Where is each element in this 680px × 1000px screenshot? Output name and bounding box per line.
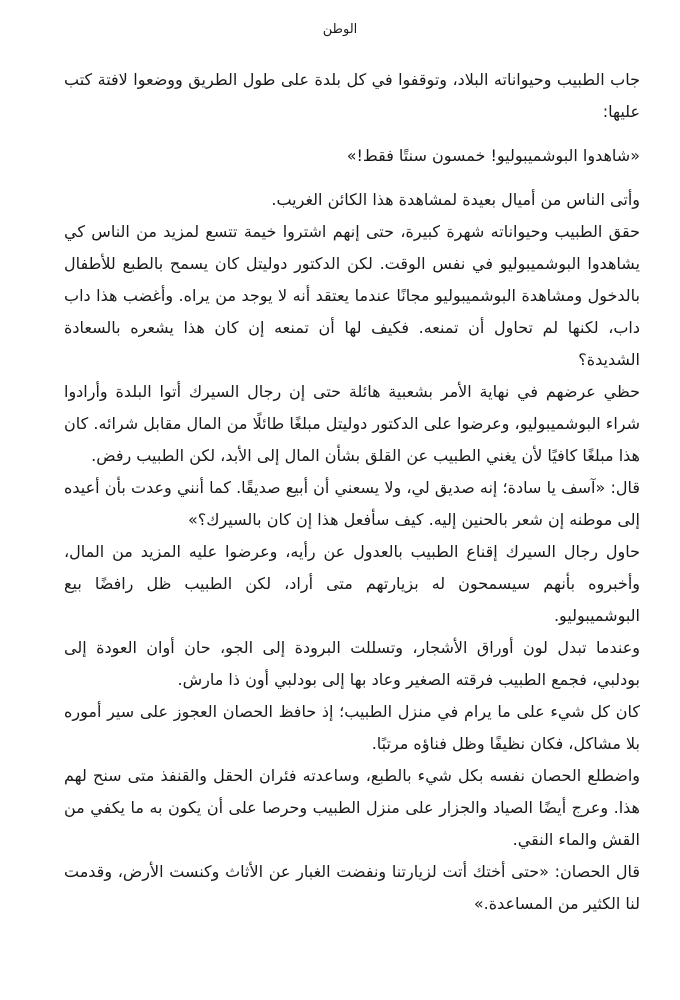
paragraph-4: حقق الطبيب وحيواناته شهرة كبيرة، حتى إنهم اشتروا خيمة تتسع لمزيد من الناس كي يشاهدوا البوشميبوليو في نفس الوقت. لكن الدكتور دوليتل كان يسمح بالطبع للأطفال بالدخول ومشاهدة البوشميبوليو مجانًا عندما يعتقد أنه لا يوجد من يراه. وأغضب هذا داب داب، لكنها لم تحاول أن تمنعه. فكيف لها أن تمنعه إن كان هذا يشعره بالسعادة الشديدة؟ xyxy=(64,222,640,369)
paragraph-2-sign-quote: «شاهدوا البوشميبوليو! خمسون سنتًا فقط!» xyxy=(346,146,640,165)
paragraph-3: وأتى الناس من أميال بعيدة لمشاهدة هذا الكائن الغريب. xyxy=(271,190,640,209)
paragraph-10: واضطلع الحصان نفسه بكل شيء بالطبع، وساعدته فئران الحقل والقنفذ متى سنح لهم هذا. وعرج أيضًا الصياد والجزار على منزل الطبيب وحرصا على أن يكون به ما يكفي من القش والماء النقي. xyxy=(64,766,640,849)
paragraph-11: قال الحصان: «حتى أختك أتت لزيارتنا ونفضت الغبار عن الأثاث وكنست الأرض، وقدمت لنا الكثير من المساعدة.» xyxy=(64,862,640,913)
running-header: الوطن xyxy=(322,22,358,37)
paragraph-7: حاول رجال السيرك إقناع الطبيب بالعدول عن رأيه، وعرضوا عليه المزيد من المال، وأخبروه بأنهم سيسمحون له بزيارتهم متى أراد، لكن الطبيب ظل رافضًا بيع البوشميبوليو. xyxy=(64,542,640,625)
paragraph-6: قال: «آسف يا سادة؛ إنه صديق لي، ولا يسعني أن أبيع صديقًا. كما أنني وعدت بأن أعيده إلى موطنه إن شعر بالحنين إليه. كيف سأفعل هذا إن كان بالسيرك؟» xyxy=(64,478,640,529)
body-text xyxy=(64,64,640,920)
paragraph-5: حظي عرضهم في نهاية الأمر بشعبية هائلة حتى إن رجال السيرك أتوا البلدة وأرادوا شراء البوشميبوليو، وعرضوا على الدكتور دوليتل مبلغًا طائلًا من المال مقابل شرائه. كان هذا مبلغًا كافيًا لأن يغني الطبيب عن القلق بشأن المال إلى الأبد، لكن الطبيب رفض. xyxy=(64,382,640,465)
paragraph-1: جاب الطبيب وحيواناته البلاد، وتوقفوا في كل بلدة على طول الطريق ووضعوا لافتة كتب عليها: xyxy=(64,70,640,121)
paragraph-9: كان كل شيء على ما يرام في منزل الطبيب؛ إذ حافظ الحصان العجوز على سير أموره بلا مشاكل، فكان نظيفًا وظل فناؤه مرتبًا. xyxy=(64,702,640,753)
paragraph-8: وعندما تبدل لون أوراق الأشجار، وتسللت البرودة إلى الجو، حان أوان العودة إلى بودلبي، فجمع الطبيب فرقته الصغير وعاد بها إلى بودلبي أون ذا مارش. xyxy=(64,638,640,689)
